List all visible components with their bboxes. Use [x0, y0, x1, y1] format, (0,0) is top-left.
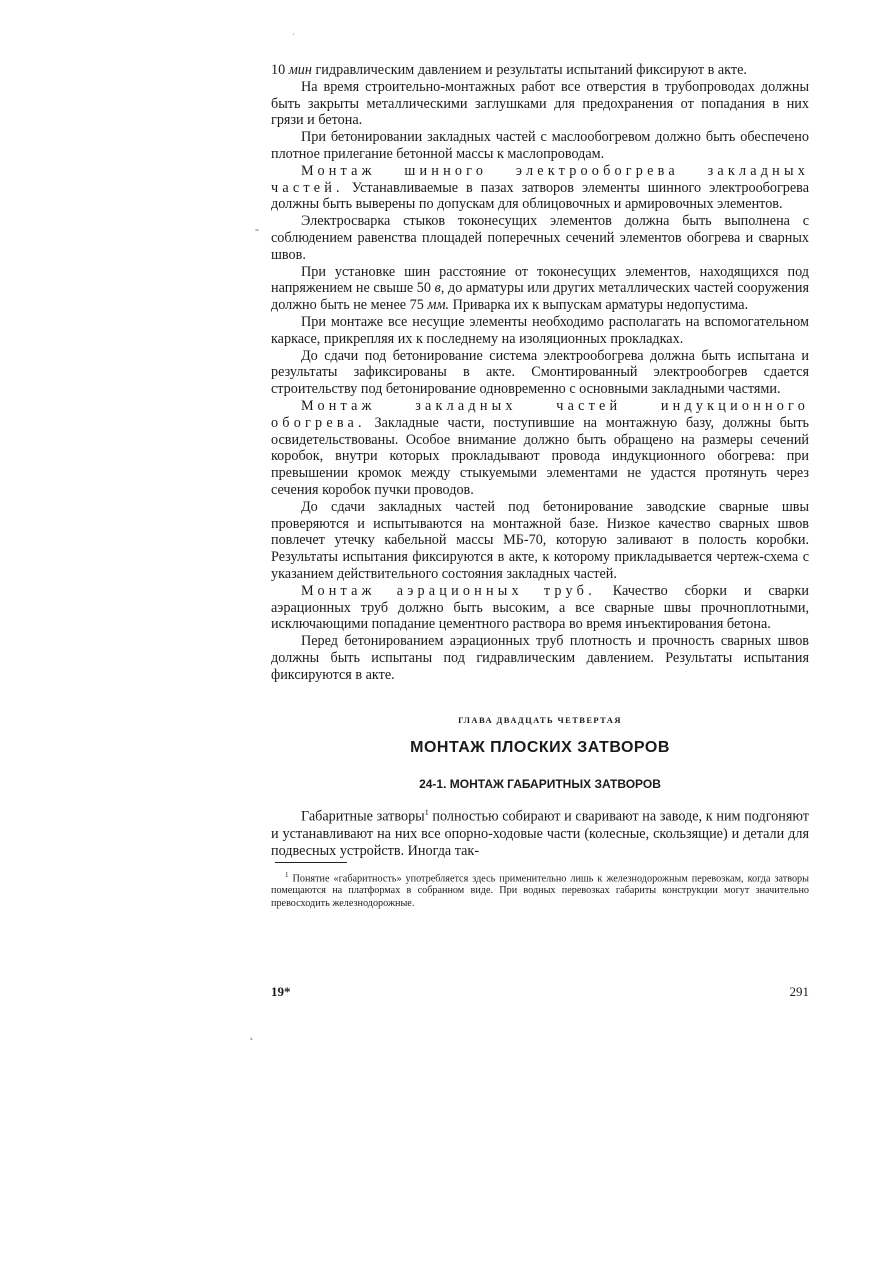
paragraph-9: Монтаж закладных частей индукционного обогрева. Закладные части, поступившие на монтажную базу, должны быть освидетельствованы. Особое внимание должно быть обращено на размеры сечений коробок, внутри которых прокладывают провода индукционного обогрева: при превышении кромок между стыкуемыми элементами не удастся протянуть через сечения коробок пучки проводов.	[271, 397, 809, 498]
run-in-heading: Монтаж шинного электрообогрева закладных частей.	[271, 162, 809, 196]
run-in-heading: Монтаж закладных частей индукционного обогрева.	[271, 397, 809, 431]
paragraph-4: Монтаж шинного электрообогрева закладных частей. Устанавливаемые в пазах затворов элементы шинного электрообогрева должны быть выверены по допускам для облицовочных и армировочных элементов.	[271, 162, 809, 213]
paragraph-7: При монтаже все несущие элементы необходимо располагать на вспомогательном каркасе, прикрепляя их к последнему на изоляционных прокладках.	[271, 313, 809, 347]
paragraph-8: До сдачи под бетонирование система электрообогрева должна быть испытана и результаты зафиксированы в акте. Смонтированный электрообогрев сдается строительству под бетонирование одновременно с основными закладными частями.	[271, 347, 809, 398]
paragraph-11: Монтаж аэрационных труб. Качество сборки и сварки аэрационных труб должно быть высоким, а все сварные швы прочноплотными, исключающими попадание цементного раствора во время инъектирования бетона.	[271, 582, 810, 633]
paragraph-5: Электросварка стыков токонесущих элементов должна быть выполнена с соблюдением равенства площадей поперечных сечений элементов обогрева и сварных швов.	[271, 213, 809, 263]
paragraph-2: На время строительно-монтажных работ все отверстия в трубопроводах должны быть закрыты металлическими заглушками для предохранения от попадания в них грязи и бетона.	[271, 78, 809, 129]
paragraph-1: 10 мин гидравлическим давлением и результаты испытаний фиксируют в акте.	[271, 62, 747, 78]
book-page	[271, 62, 810, 999]
scan-speck-bottom: ˛	[250, 1030, 254, 1041]
run-in-heading: Монтаж аэрационных труб.	[301, 582, 596, 599]
chapter-label: ГЛАВА ДВАДЦАТЬ ЧЕТВЕРТАЯ	[458, 715, 622, 726]
footnote: $^1$ Понятие «габаритность» употребляется здесь применительно лишь к железнодорожным перевозкам, когда затворы помещаются на платформах в собранном виде. При водных перевозках габариты конструкции могут значительно превосходить железнодорожные.	[271, 870, 809, 909]
paragraph-6: При установке шин расстояние от токонесущих элементов, находящихся под напряжением не свыше 50 в, до арматуры или других металлических частей сооружения должно быть не менее 75 мм. Приварка их к выпускам арматуры недопустима.	[271, 263, 809, 314]
page-number: 291	[789, 984, 809, 999]
section-paragraph: Габаритные затворы$^1$ полностью собирают и сваривают на заводе, к ним подгоняют и устанавливают на них все опорно-ходовые части (колесные, скользящие) и детали для подвесных устройств. Иногда так-	[271, 808, 809, 859]
paragraph-10: До сдачи закладных частей под бетонирование заводские сварные швы проверяются и испытываются на монтажной базе. Низкое качество сварных швов повлечет утечку кабельной массы МБ-70, которую заливают в полость коробки. Результаты испытания фиксируются в акте, к которому прикладывается чертеж-схема с указанием действительного состояния закладных частей.	[271, 498, 809, 582]
paragraph-3: При бетонировании закладных частей с маслообогревом должно быть обеспечено плотное прилегание бетонной массы к маслопроводам.	[271, 129, 809, 162]
scan-speck-top: ·	[292, 30, 295, 39]
section-title: 24-1. МОНТАЖ ГАБАРИТНЫХ ЗАТВОРОВ	[419, 777, 661, 792]
paragraph-12: Перед бетонированием аэрационных труб плотность и прочность сварных швов должны быть испытаны под гидравлическим давлением. Результаты испытания фиксируются в акте.	[271, 633, 809, 683]
footnote-divider	[275, 862, 347, 863]
signature-mark: 19*	[271, 984, 291, 999]
scan-dash-left: ‑	[255, 222, 259, 236]
chapter-title: МОНТАЖ ПЛОСКИХ ЗАТВОРОВ	[410, 739, 670, 757]
